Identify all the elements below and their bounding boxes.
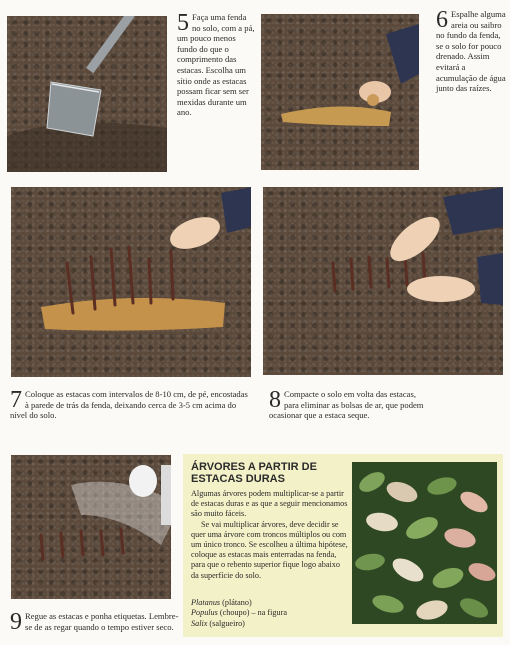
photo-spade-trench	[7, 16, 167, 172]
plant-item: Populus (choupo) – na figura	[191, 608, 287, 618]
step-6	[436, 9, 506, 94]
photo-firming-soil	[263, 187, 503, 375]
photo-populus-plant	[352, 462, 497, 624]
photo-spreading-sand	[261, 14, 419, 170]
plant-leaves-illustration	[352, 462, 497, 624]
photo-cuttings-trench	[11, 187, 251, 377]
step-text: Compacte o solo em volta das estacas, para eliminar as bolsas de ar, que podem ocasionar que a estaca seque.	[269, 389, 424, 421]
step-number: 8	[269, 387, 281, 413]
plant-list	[191, 598, 351, 629]
step-number: 5	[177, 10, 189, 36]
step-5	[177, 12, 257, 118]
step-7	[10, 389, 250, 421]
step-text: Espalhe alguma areia ou saibro no fundo da fenda, se o solo for pouco drenado. Assim evitará a acumulação de água junto das raízes.	[436, 9, 506, 94]
hand-sand-illustration	[261, 14, 419, 170]
photo-watering	[11, 455, 171, 599]
plant-item: Platanus (plátano)	[191, 598, 252, 607]
info-box-text	[191, 489, 349, 581]
step-9	[10, 609, 180, 635]
spade-illustration	[7, 16, 167, 172]
step-number: 9	[10, 609, 22, 635]
info-paragraph-2: Se vai multiplicar árvores, deve decidir se quer uma árvore com troncos múltiplos ou com um único tronco. Se escolheu a última hipótese, coloque as estacas mais enterradas na fenda, para que o rebento superior fique logo abaixo da superfície do solo.	[191, 519, 348, 580]
cuttings-illustration	[11, 187, 251, 377]
step-text: Coloque as estacas com intervalos de 8-10 cm, de pé, encostadas à parede de trás da fenda, deixando cerca de 3-5 cm acima do nível do solo.	[10, 389, 248, 421]
step-number: 6	[436, 7, 448, 33]
info-paragraph-1: Algumas árvores podem multiplicar-se a partir de estacas duras e as que a seguir mencionamos são muito fáceis.	[191, 489, 348, 519]
plant-item: Salix (salgueiro)	[191, 618, 245, 628]
step-number: 7	[10, 387, 22, 413]
info-box-title: ÁRVORES A PARTIR DE ESTACAS DURAS	[191, 461, 317, 485]
watering-illustration	[11, 455, 171, 599]
step-8	[269, 389, 429, 421]
step-text: Regue as estacas e ponha etiquetas. Lembre-se de as regar quando o tempo estiver seco.	[25, 611, 179, 632]
firming-illustration	[263, 187, 503, 375]
step-text: Faça uma fenda no solo, com a pá, um pouco menos fundo do que o comprimento das estacas. Escolha um sítio onde as estacas possam ficar sem ser mexidas durante um ano.	[177, 12, 255, 118]
